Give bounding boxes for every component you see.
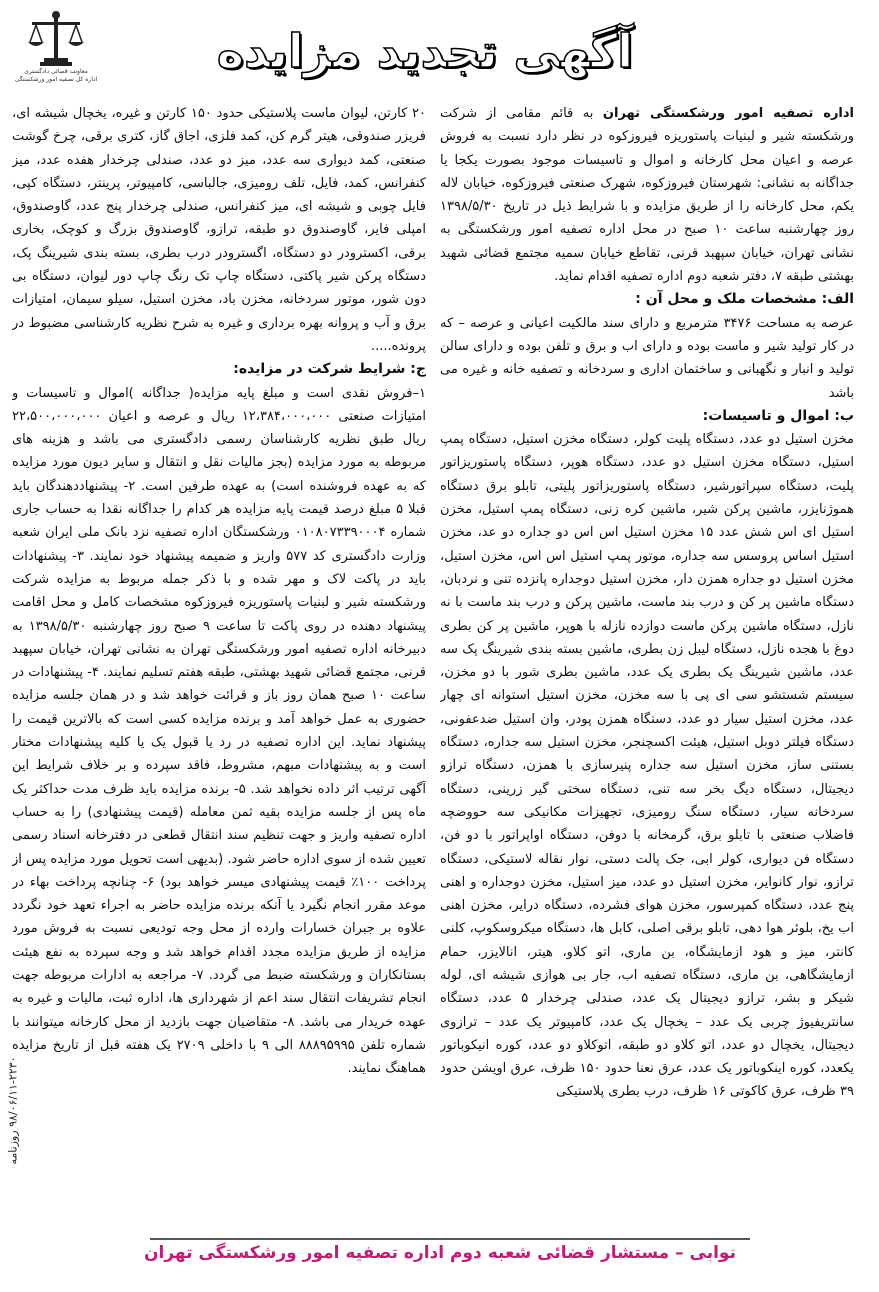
intro-organization: اداره تصفیه امور ورشکستگی تهران <box>602 106 854 121</box>
intro-paragraph <box>440 102 854 288</box>
notice-title: آگهی تجدید مزایده <box>216 24 634 78</box>
emblem-caption-line-1: معاونت قضائی دادگستری <box>24 68 88 75</box>
right-column <box>440 102 854 1232</box>
section-c-text: ۱–فروش نقدی است و مبلغ پایه مزایده( جداگانه )اموال و تاسیسات و امتیازات صنعتی ۱۲،۳۸۴،۰۰۰،۰۰۰ ریال و عرصه و اعیان ۲۲،۵۰۰،۰۰۰،۰۰۰ ریال طبق نظریه کارشناسان رسمی دادگستری می باشد و هزینه های مربوطه به مورد مزایده (بجز مالیات نقل و انتقال و سایر دیون مورد مزایده که به عهده فروشنده است) به عهده طرفین است. ۲- پیشنهاددهندگان باید قبلا ۵ مبلغ درصد قیمت پایه مزایده هر کدام را جداگانه نقدا به حساب جاری شماره ۰۱۰۸۰۷۳۳۹۰۰۰۴ ورشکستگان اداره تصفیه نزد بانک ملی ایران شعبه وزارت دادگستری کد ۵۷۷ واریز و ضمیمه پیشنهاد خود نمایند. ۳- پیشنهادات باید در پاکت لاک و مهر شده و با ذکر جمله مربوط به مزایده شرکت ورشکسته شیر و لبنیات پاستوریزه فیروزکوه مشخصات کامل و محل اقامت پیشنهاد دهنده در روی پاکت تا ساعت ۹ صبح روز چهارشنبه ۱۳۹۸/۵/۳۰ به دبیرخانه اداره تصفیه امور ورشکستگی تهران به نشانی تهران، خیابان سپهبد قرنی، مجتمع قضائی شهید بهشتی، طبقه هفتم تسلیم نمایند. ۴- پیشنهادات در ساعت ۱۰ صبح همان روز باز و قرائت خواهد شد و در همان جلسه مزایده حضوری به عمل خواهد آمد و برنده مزایده کسی است که بالاترین قیمت را پیشنهاد نماید. این اداره تصفیه در رد یا قبول یک یا کلیه پیشنهادات مختار است و به پیشنهادات مبهم، مشروط، فاقد سپرده و بر خلاف شرایط این آگهی ترتیب اثر داده نخواهد شد. ۵- برنده مزایده باید ظرف مدت حداکثر یک ماه پس از جلسه مزایده بقیه ثمن معامله (قیمت پیشنهادی) را به حساب اداره تصفیه واریز و جهت تنظیم سند انتقال قطعی در دفترخانه اسناد رسمی تعیین شده از سوی اداره حاضر شود. (بدیهی است تحویل مورد مزایده پس از پرداخت ۱۰۰٪ قیمت پیشنهادی میسر خواهد بود) ۶- چنانچه پرداخت بهاء در موعد مقرر انجام نگیرد یا آنکه برنده مزایده حاضر به اجراء تعهد خود نگردد علاوه بر جبران خسارات وارده از محل وجه تودیعی نسبت به فروش مورد مزایده از طریق مزایده مجدد اقدام خواهد شد و وجه سپرده به نفع هیئت بستانکاران و ورشکسته ضبط می گردد. ۷- مراجعه به ادارات مربوطه جهت انجام تشریفات انتقال سند اعم از شهرداری ها، اداره ثبت، مالیات و غیره به عهده خریدار می باشد. ۸- متقاضیان جهت بازدید از محل کارخانه میتوانند با شماره تلفن ۸۸۸۹۵۹۹۵ الی ۹ با داخلی ۲۷۰۹ یک هفته قبل از تاریخ مزایده هماهنگ نمایند. <box>12 385 426 1077</box>
side-reference-code <box>2 980 24 1240</box>
left-column <box>12 102 426 1232</box>
section-a-text: عرصه به مساحت ۳۴۷۶ مترمربع و دارای سند مالکیت اعیانی و عرصه – که در کار تولید شیر و ماست بوده و دارای اب و برق و تلفن بوده و دارای سالن تولید و انبار و نگهبانی و ساختمان اداری و سردخانه و تصفیه خانه و غیره می باشد <box>440 315 854 401</box>
notice-body <box>12 102 854 1232</box>
section-b-heading: ب: اموال و تاسیسات: <box>702 407 854 424</box>
section-c-heading: ج: شرایط شرکت در مزایده: <box>233 361 426 378</box>
emblem-caption-line-2: اداره کل تصفیه امور ورشکستگی <box>14 76 98 83</box>
side-reference-text: ۹۸/۰۶/۱۱-۲۲۳۰ روزنامه <box>6 1055 20 1165</box>
section-b-text: مخزن استیل دو عدد، دستگاه پلیت کولر، دستگاه مخزن استیل، دستگاه پمپ استیل، دستگاه مخزن استیل دو عدد، دستگاه هوپر، دستگاه پاستوریزاتور پلیت، دستگاه سپراتورشیر، دستگاه پاستوریزاتور پلیتی، تابلو برق دستگاه هموژنایزر، ماشین پرکن شیر، ماشین کره زنی، دستگاه پمپ استیل، مخزن استیل ای اس شش عدد ۱۵ مخزن استیل اس اس دو جداره دو عد، مخزن استیل اساس پروسس سه جداره، موتور پمپ استیل اس اس، مخزن استیل، مخزن استیل دو جداره همزن دار، مخزن استیل دوجداره پانزده تنی و نردبان، دستگاه ماشین پر کن و درب بند ماست، ماشین پرکن و درب بند ماست با نه نازل، دستگاه ماشین پرکن ماست دوازده نازله با هوپر، ماشین پر کن بطری دوغ با هجده نازل، دستگاه لیبل زن بطری، ماشین بسته بندی شیرینگ پک سه عدد، ماشین شیرینگ یک بطری یک عدد، ماشین بطری شور با دو مخزن، سیستم شستشو سی ای پی با سه مخزن، مخزن استیل استوانه ای چهار عدد، مخزن استیل سیار دو عدد، دستگاه همزن پودر، وان استیل ضدعفونی، دستگاه فیلتر دوبل استیل، هیئت اکسچنجر، مخزن استیل سه جداره، دستگاه بستنی ساز، مخزن استیل سه جداره پنیرسازی با همزن، دستگاه ترازو دیجیتال، دستگاه دیگ بخر سه تنی، دستگاه سختی گیر زرینی، دستگاه سردخانه سیار، دستگاه سنگ رومیزی، تجهیزات مکانیکی سه حووضچه فاضلاب صنعتی با تابلو برق، گرمخانه با دوفن، دستگاه اواپراتور با دو فن، دستگاه فن دیواری، کولر ابی، جک پالت دستی، نوار نقاله لاستیکی، دستگاه ترازو، نوار کانوایر، مخزن استیل دو عدد، میز استیل، مخزن دوجداره و اهنی پنج عدد، دستگاه کمپرسور، مخزن هوای فشرده، دستگاه درایر، مخزن اهنی اب یخ، بلوئر هوا دهی، تابلو برقی اصلی، کابل ها، دستگاه میکروسکوپ، کلنی کانتر، میز و هود ازمایشگاه، بن ماری، اتو کلاو، هیتر، انالایزر، حمام ازمایشگاهی، بن ماری، دستگاه تصفیه اب، جار بی هوازی شیشه ای، لوله شیکر و بشر، ترازو دیجیتال یک عدد، صندلی چرخدار ۵ عدد، دستگاه سانتریفیوژ چربی یک عدد – یخچال یک عدد، کامپیوتر یک عدد – ترازوی دیجیتال، یخچال دو عدد، اتو کلاو دو طبقه، اتوکلاو دو عدد، کوره انیکوباتور یکعدد، کوره اینکوباتور یک عدد، عرق نعنا حدود ۱۵۰ ظرف، عرق اویشن حدود ۳۹ ظرف، عرق کاکوتی ۱۶ ظرف، درب بطری پلاستیکی <box>440 432 854 1100</box>
signature-line: نوابی – مستشار قضائی شعبه دوم اداره تصفیه امور ورشکستگی تهران <box>144 1243 736 1263</box>
title-bar <box>10 12 840 90</box>
intro-text: به قائم مقامی از شرکت ورشکسته شیر و لبنیات پاستوریزه فیروزکوه در نظر دارد نسبت به فروش عرصه و اعیان محل کارخانه و اموال و تاسیسات موجود بصورت یکجا یا جداگانه به نشانی: شهرستان فیروزکوه، شهرک صنعتی فیروزکوه، خیابان لاله یکم، محل کارخانه را از طریق مزایده و با شرایط ذیل در تاریخ ۱۳۹۸/۵/۳۰ روز چهارشنبه ساعت ۱۰ صبح در محل اداره تصفیه امور ورشکستگی به نشانی تهران، خیابان سپهبد قرنی، تقاطع خیابان سمیه مجتمع قضائی شهید بهشتی طبقه ۷، دفتر شعبه دوم اداره تصفیه اقدام نماید. <box>440 106 854 285</box>
items-continued-text: ۲۰ کارتن، لیوان ماست پلاستیکی حدود ۱۵۰ کارتن و غیره، یخچال شیشه ای، فریزر صندوقی، هیتر گرم کن، کمد فلزی، اجاق گاز، کتری برقی، چرخ گوشت صنعتی، کمد دیواری سه عدد، میز دو عدد، صندلی چرخدار هفده عدد، میز کنفرانس، کمد، فایل، تلف رومیزی، جالباسی، کامپیوتر، پرینتر، دستگاه کپی، فایل چوبی و شیشه ای، میز کنفرانس، صندلی چرخدار پنج عدد، گاوصندوق، امپلی فایر، گاوصندوق دو طبقه، ترازو، گاوصندوق بزرگ و کوچک، بخاری برقی، اکسترودر دو دستگاه، اگسترودر درب بطری، بسته بندی شیرینگ پک، دستگاه پرکن شیر پاکتی، دستگاه چاپ تک رنگ چاپ دور لیوان، دستگاه بی دون شور، موتور سردخانه، مخزن باد، مخزن استیل، سیلو سیمان، امتیازات برق و آب و پروانه بهره برداری و غیره به شرح نظریه کارشناسی مضبوط در پرونده..... <box>12 106 426 354</box>
footer-divider <box>150 1238 750 1240</box>
section-a-heading: الف: مشخصات ملک و محل آن : <box>635 291 854 308</box>
